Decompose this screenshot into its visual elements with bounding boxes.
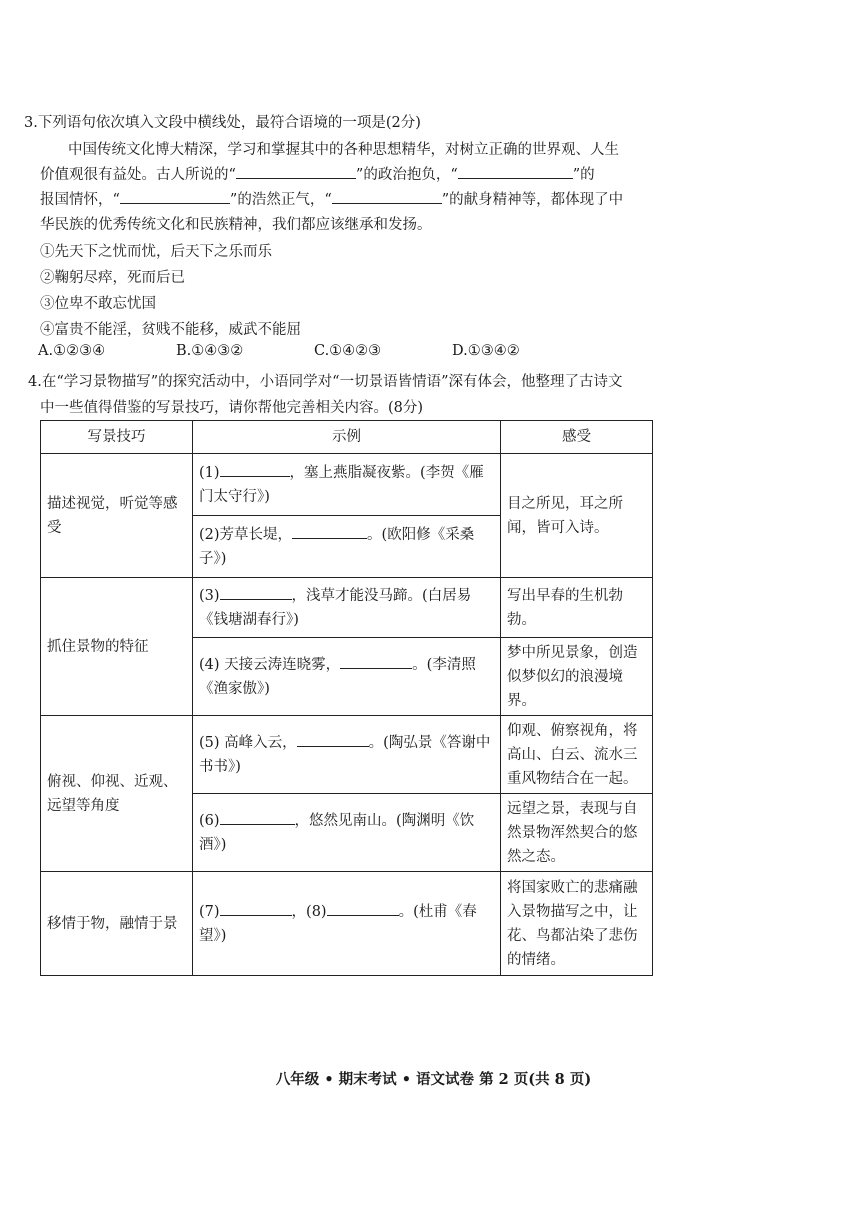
example-cell: (5) 高峰入云， 。(陶弘景《答谢中书书》): [193, 716, 501, 794]
sentence-item: ②鞠躬尽瘁，死而后已: [40, 270, 185, 286]
answer-blank[interactable]: [220, 462, 290, 477]
option-b[interactable]: B.①④③②: [176, 343, 244, 359]
answer-blank[interactable]: [332, 189, 442, 204]
example-cell: (4) 天接云涛连晓雾， 。(李清照《渔家傲》): [193, 638, 501, 716]
feeling-cell: 目之所见，耳之所闻，皆可入诗。: [501, 454, 653, 578]
answer-blank[interactable]: [120, 189, 230, 204]
option-c[interactable]: C.①④②③: [314, 343, 382, 359]
example-cell: (2)芳草长堤， 。(欧阳修《采桑子》): [193, 516, 501, 578]
technique-cell: 移情于物，融情于景: [41, 872, 193, 976]
sentence-item: ③位卑不敢忘忧国: [40, 296, 156, 312]
answer-blank[interactable]: [220, 901, 292, 916]
example-cell: (7) ，(8) 。(杜甫《春望》): [193, 872, 501, 976]
table-row: [41, 872, 653, 976]
q3-passage-line: 华民族的优秀传统文化和民族精神，我们都应该继承和发扬。: [40, 217, 432, 233]
answer-blank[interactable]: [236, 164, 356, 179]
answer-blank[interactable]: [297, 732, 369, 747]
header-feeling: 感受: [501, 421, 653, 454]
answer-blank[interactable]: [458, 164, 573, 179]
feeling-cell: 梦中所见景象，创造似梦似幻的浪漫境界。: [501, 638, 653, 716]
feeling-cell: 远望之景，表现与自然景物浑然契合的悠然之态。: [501, 794, 653, 872]
table-header-row: [41, 421, 653, 454]
feeling-cell: 写出早春的生机勃勃。: [501, 578, 653, 638]
technique-cell: 描述视觉，听觉等感受: [41, 454, 193, 578]
q3-passage-line: 中国传统文化博大精深，学习和掌握其中的各种思想精华，对树立正确的世界观、人生: [68, 142, 619, 158]
answer-blank[interactable]: [327, 901, 399, 916]
scenery-writing-table: [40, 420, 653, 976]
table-row: [41, 716, 653, 794]
feeling-cell: 仰观、俯察视角，将高山、白云、流水三重风物结合在一起。: [501, 716, 653, 794]
answer-blank[interactable]: [340, 654, 412, 669]
table-row: [41, 578, 653, 638]
example-cell: (6) ，悠然见南山。(陶渊明《饮酒》): [193, 794, 501, 872]
example-cell: (1) ，塞上燕脂凝夜紫。(李贺《雁门太守行》): [193, 454, 501, 516]
answer-blank[interactable]: [292, 524, 367, 539]
page-footer: 八年级 • 期末考试 • 语文试卷 第 2 页(共 8 页): [275, 1071, 592, 1088]
sentence-item: ④富贵不能淫，贫贱不能移，威武不能屈: [40, 322, 301, 338]
option-d[interactable]: D.①③④②: [452, 343, 520, 359]
answer-blank[interactable]: [220, 810, 295, 825]
q3-passage-line: 价值观很有益处。古人所说的“ ”的政治抱负，“ ”的: [40, 163, 595, 184]
sentence-item: ①先天下之忧而忧，后天下之乐而乐: [40, 244, 272, 260]
feeling-cell: 将国家败亡的悲痛融入景物描写之中，让花、鸟都沾染了悲伤的情绪。: [501, 872, 653, 976]
q3-passage-line: 报国情怀，“ ”的浩然正气，“ ”的献身精神等，都体现了中: [40, 188, 623, 209]
header-example: 示例: [193, 421, 501, 454]
option-a[interactable]: A.①②③④: [38, 343, 106, 359]
q4-stem: 4.在“学习景物描写”的探究活动中，小语同学对“一切景语皆情语”深有体会，他整理了古诗文: [28, 374, 623, 390]
technique-cell: 俯视、仰视、近观、远望等角度: [41, 716, 193, 872]
answer-blank[interactable]: [220, 585, 292, 600]
q3-stem: 3.下列语句依次填入文段中横线处，最符合语境的一项是(2分): [24, 115, 421, 131]
table-row: [41, 454, 653, 516]
technique-cell: 抓住景物的特征: [41, 578, 193, 716]
header-technique: 写景技巧: [41, 421, 193, 454]
example-cell: (3) ，浅草才能没马蹄。(白居易《钱塘湖春行》): [193, 578, 501, 638]
q4-stem: 中一些值得借鉴的写景技巧，请你帮他完善相关内容。(8分): [40, 400, 424, 416]
